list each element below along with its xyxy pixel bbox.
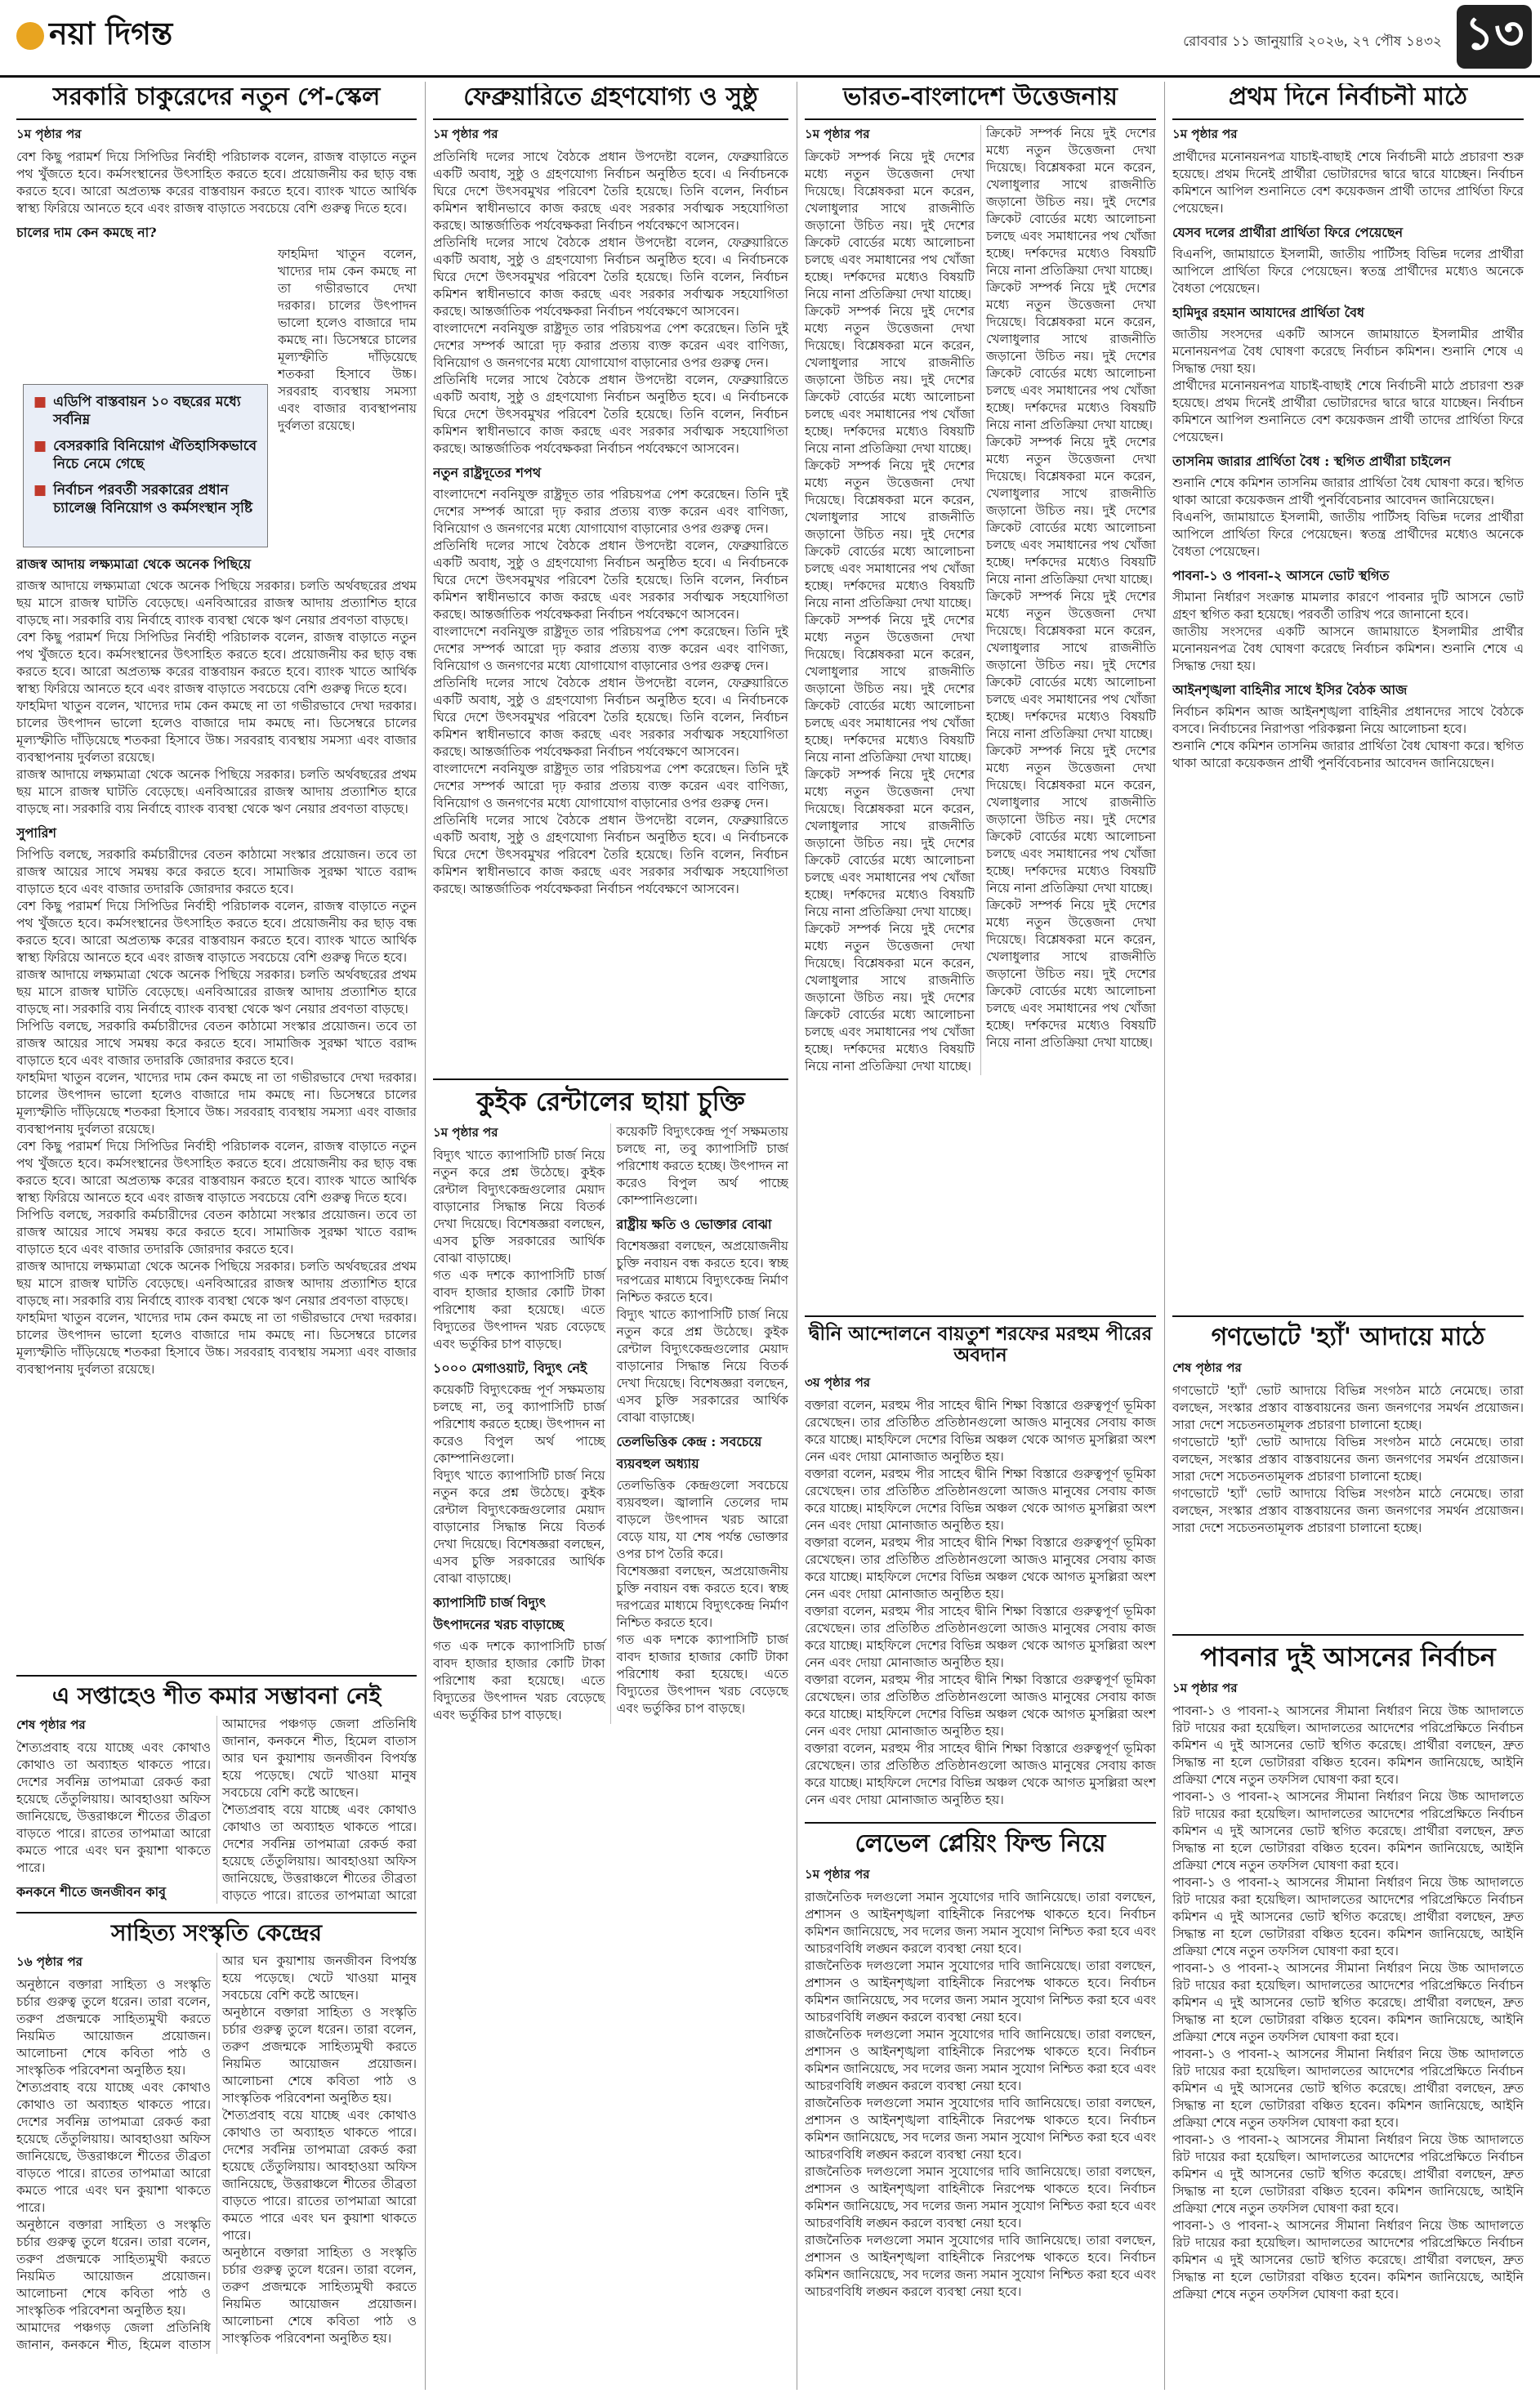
body-text: ক্রিকেট সম্পর্ক নিয়ে দুই দেশের মধ্যে নতুন উত্তেজনা দেখা দিয়েছে। বিশ্লেষকরা মনে করেন, খেলাধুলার সাথে রাজনীতি জড়ানো উচিত নয়। দুই দেশের ক্রিকেট বোর্ডের মধ্যে আলোচনা চলছে এবং সমাধানের পথ খোঁজা হচ্ছে। দর্শকদের মধ্যেও বিষয়টি নিয়ে নানা প্রতিক্রিয়া দেখা যাচ্ছে।: [986, 125, 1156, 278]
body-text: কয়েকটি বিদ্যুৎকেন্দ্র পূর্ণ সক্ষমতায় চলছে না, তবু ক্যাপাসিটি চার্জ পরিশোধ করতে হচ্ছে। উৎপাদন না করেও বিপুল অর্থ পাচ্ছে কোম্পানিগুলো।: [616, 1123, 788, 1208]
body-text: অনুষ্ঠানে বক্তারা সাহিত্য ও সংস্কৃতি চর্চার গুরুত্ব তুলে ধরেন। তারা বলেন, তরুণ প্রজন্মকে সাহিত্যমুখী করতে নিয়মিত আয়োজন প্রয়োজন। আলোচনা শেষে কবিতা পাঠ ও সাংস্কৃতিক পরিবেশনা অনুষ্ঠিত হয়।: [222, 2005, 417, 2106]
article-level-playing-field: [805, 1822, 1156, 2390]
body-text: বেশ কিছু পরামর্শ দিয়ে সিপিডির নির্বাহী পরিচালক বলেন, রাজস্ব বাড়াতে নতুন পথ খুঁজতে হবে। কর্মসংস্থানের উৎসাহিত করতে হবে। প্রয়োজনীয় কর ছাড় বন্ধ করতে হবে। আরো অপ্রত্যক্ষ করের বাস্তবায়ন করতে হবে। ব্যাংক খাতে আর্থিক স্বাস্থ্য ফিরিয়ে আনতে হবে এবং রাজস্ব বাড়াতে সবচেয়ে বেশি গুরুত্ব দিতে হবে।: [16, 898, 417, 965]
article-winter: [16, 1675, 417, 1904]
subhead: যেসব দলের প্রার্থীরা প্রার্থিতা ফিরে পেয়েছেন: [1172, 224, 1404, 240]
body-text: পাবনা-১ ও পাবনা-২ আসনের সীমানা নির্ধারণ নিয়ে উচ্চ আদালতে রিট দায়ের করা হয়েছিল। আদালতের আদেশের পরিপ্রেক্ষিতে নির্বাচন কমিশন এ দুই আসনের ভোট স্থগিত করেছে। প্রার্থীরা বলছেন, দ্রুত সিদ্ধান্ত না হলে ভোটাররা বঞ্চিত হবেন। কমিশন জানিয়েছে, আইনি প্রক্রিয়া শেষে নতুন তফসিল ঘোষণা করা হবে।: [1172, 1788, 1524, 1873]
body-text: বিদ্যুৎ খাতে ক্যাপাসিটি চার্জ নিয়ে নতুন করে প্রশ্ন উঠেছে। কুইক রেন্টাল বিদ্যুৎকেন্দ্রগুলোর মেয়াদ বাড়ানোর সিদ্ধান্ত নিয়ে বিতর্ক দেখা দিয়েছে। বিশেষজ্ঞরা বলছেন, এসব চুক্তি সরকারের আর্থিক বোঝা বাড়াচ্ছে।: [616, 1306, 788, 1425]
body-text: ক্রিকেট সম্পর্ক নিয়ে দুই দেশের মধ্যে নতুন উত্তেজনা দেখা দিয়েছে। বিশ্লেষকরা মনে করেন, খেলাধুলার সাথে রাজনীতি জড়ানো উচিত নয়। দুই দেশের ক্রিকেট বোর্ডের মধ্যে আলোচনা চলছে এবং সমাধানের পথ খোঁজা হচ্ছে। দর্শকদের মধ্যেও বিষয়টি নিয়ে নানা প্রতিক্রিয়া দেখা যাচ্ছে।: [805, 921, 975, 1074]
masthead: [0, 0, 1540, 78]
body-text: বক্তারা বলেন, মরহুম পীর সাহেব দ্বীনি শিক্ষা বিস্তারে গুরুত্বপূর্ণ ভূমিকা রেখেছেন। তার প্রতিষ্ঠিত প্রতিষ্ঠানগুলো আজও মানুষের সেবায় কাজ করে যাচ্ছে। মাহফিলে দেশের বিভিন্ন অঞ্চল থেকে আগত মুসল্লিরা অংশ নেন এবং দোয়া মোনাজাত অনুষ্ঠিত হয়।: [805, 1397, 1156, 1464]
body-text: প্রতিনিধি দলের সাথে বৈঠকে প্রধান উপদেষ্টা বলেন, ফেব্রুয়ারিতে একটি অবাধ, সুষ্ঠু ও গ্রহণযোগ্য নির্বাচন অনুষ্ঠিত হবে। এ নির্বাচনকে ঘিরে দেশে উৎসবমুখর পরিবেশ তৈরি হয়েছে। তিনি বলেন, নির্বাচন কমিশন স্বাধীনভাবে কাজ করছে এবং সরকার সর্বাত্মক সহযোগিতা করছে। আন্তর্জাতিক পর্যবেক্ষকরা নির্বাচন পর্যবেক্ষণে আসবেন।: [433, 538, 788, 622]
subhead: পাবনা-১ ও পাবনা-২ আসনে ভোট স্থগিত: [1172, 567, 1390, 583]
bullet-icon: ■: [33, 394, 47, 410]
body-text: বক্তারা বলেন, মরহুম পীর সাহেব দ্বীনি শিক্ষা বিস্তারে গুরুত্বপূর্ণ ভূমিকা রেখেছেন। তার প্রতিষ্ঠিত প্রতিষ্ঠানগুলো আজও মানুষের সেবায় কাজ করে যাচ্ছে। মাহফিলে দেশের বিভিন্ন অঞ্চল থেকে আগত মুসল্লিরা অংশ নেন এবং দোয়া মোনাজাত অনুষ্ঠিত হয়।: [805, 1466, 1156, 1533]
article-body-wrap: [16, 118, 417, 1378]
body-text: ক্রিকেট সম্পর্ক নিয়ে দুই দেশের মধ্যে নতুন উত্তেজনা দেখা দিয়েছে। বিশ্লেষকরা মনে করেন, খেলাধুলার সাথে রাজনীতি জড়ানো উচিত নয়। দুই দেশের ক্রিকেট বোর্ডের মধ্যে আলোচনা চলছে এবং সমাধানের পথ খোঁজা হচ্ছে। দর্শকদের মধ্যেও বিষয়টি নিয়ে নানা প্রতিক্রিয়া দেখা যাচ্ছে।: [805, 303, 975, 456]
headline[interactable]: ভারত-বাংলাদেশ উত্তেজনায়: [843, 83, 1118, 111]
body-text: গত এক দশকে ক্যাপাসিটি চার্জ বাবদ হাজার হাজার কোটি টাকা পরিশোধ করা হয়েছে। এতে বিদ্যুতের উৎপাদন খরচ বেড়েছে এবং ভর্তুকির চাপ বাড়ছে।: [616, 1632, 788, 1716]
highlight-item: [33, 393, 257, 429]
body-text: পাবনা-১ ও পাবনা-২ আসনের সীমানা নির্ধারণ নিয়ে উচ্চ আদালতে রিট দায়ের করা হয়েছিল। আদালতের আদেশের পরিপ্রেক্ষিতে নির্বাচন কমিশন এ দুই আসনের ভোট স্থগিত করেছে। প্রার্থীরা বলছেন, দ্রুত সিদ্ধান্ত না হলে ভোটাররা বঞ্চিত হবেন। কমিশন জানিয়েছে, আইনি প্রক্রিয়া শেষে নতুন তফসিল ঘোষণা করা হবে।: [1172, 1874, 1524, 1958]
body-text: ক্রিকেট সম্পর্ক নিয়ে দুই দেশের মধ্যে নতুন উত্তেজনা দেখা দিয়েছে। বিশ্লেষকরা মনে করেন, খেলাধুলার সাথে রাজনীতি জড়ানো উচিত নয়। দুই দেশের ক্রিকেট বোর্ডের মধ্যে আলোচনা চলছে এবং সমাধানের পথ খোঁজা হচ্ছে। দর্শকদের মধ্যেও বিষয়টি নিয়ে নানা প্রতিক্রিয়া দেখা যাচ্ছে।: [805, 458, 975, 610]
body-text: গণভোটে 'হ্যাঁ' ভোট আদায়ে বিভিন্ন সংগঠন মাঠে নেমেছে। তারা বলছেন, সংস্কার প্রস্তাব বাস্তবায়নের জন্য জনগণের সমর্থন প্রয়োজন। সারা দেশে সচেতনতামূলক প্রচারণা চালানো হচ্ছে।: [1172, 1382, 1524, 1432]
subhead: আইনশৃঙ্খলা বাহিনীর সাথে ইসির বৈঠক আজ: [1172, 681, 1408, 698]
body-text: প্রতিনিধি দলের সাথে বৈঠকে প্রধান উপদেষ্টা বলেন, ফেব্রুয়ারিতে একটি অবাধ, সুষ্ঠু ও গ্রহণযোগ্য নির্বাচন অনুষ্ঠিত হবে। এ নির্বাচনকে ঘিরে দেশে উৎসবমুখর পরিবেশ তৈরি হয়েছে। তিনি বলেন, নির্বাচন কমিশন স্বাধীনভাবে কাজ করছে এবং সরকার সর্বাত্মক সহযোগিতা করছে। আন্তর্জাতিক পর্যবেক্ষকরা নির্বাচন পর্যবেক্ষণে আসবেন।: [433, 234, 788, 319]
logo-text: নয়া দিগন্ত: [49, 15, 173, 51]
subhead: তেলভিত্তিক কেন্দ্র : সবচেয়ে ব্যয়বহুল অধ্যায়: [616, 1433, 762, 1471]
article-pay-scale: [16, 83, 417, 1668]
article-referendum-yes: [1172, 1315, 1524, 1626]
body-text: বিদ্যুৎ খাতে ক্যাপাসিটি চার্জ নিয়ে নতুন করে প্রশ্ন উঠেছে। কুইক রেন্টাল বিদ্যুৎকেন্দ্রগুলোর মেয়াদ বাড়ানোর সিদ্ধান্ত নিয়ে বিতর্ক দেখা দিয়েছে। বিশেষজ্ঞরা বলছেন, এসব চুক্তি সরকারের আর্থিক বোঝা বাড়াচ্ছে।: [433, 1467, 605, 1586]
body-text: অনুষ্ঠানে বক্তারা সাহিত্য ও সংস্কৃতি চর্চার গুরুত্ব তুলে ধরেন। তারা বলেন, তরুণ প্রজন্মকে সাহিত্যমুখী করতে নিয়মিত আয়োজন প্রয়োজন। আলোচনা শেষে কবিতা পাঠ ও সাংস্কৃতিক পরিবেশনা অনুষ্ঠিত হয়।: [16, 2217, 211, 2319]
article-columns: [433, 1123, 788, 1724]
newspaper-logo[interactable]: [16, 11, 172, 60]
subhead: নতুন রাষ্ট্রদূতের শপথ: [433, 464, 542, 480]
subhead: তাসনিম জারার প্রার্থিতা বৈধ : স্থগিত প্রার্থীরা চাইলেন: [1172, 453, 1451, 469]
body-text: আমাদের পঞ্চগড় জেলা প্রতিনিধি জানান, কনকনে শীত, হিমেল বাতাস আর ঘন কুয়াশায় জনজীবন বিপর্যস্ত হয়ে পড়েছে। খেটে খাওয়া মানুষ সবচেয়ে বেশি কষ্টে আছেন।: [222, 1717, 417, 1801]
kicker: শেষ পৃষ্ঠার পর: [16, 1717, 86, 1733]
body-text: অনুষ্ঠানে বক্তারা সাহিত্য ও সংস্কৃতি চর্চার গুরুত্ব তুলে ধরেন। তারা বলেন, তরুণ প্রজন্মকে সাহিত্যমুখী করতে নিয়মিত আয়োজন প্রয়োজন। আলোচনা শেষে কবিতা পাঠ ও সাংস্কৃতিক পরিবেশনা অনুষ্ঠিত হয়।: [16, 1977, 211, 2079]
body-text: ফাহমিদা খাতুন বলেন, খাদ্যের দাম কেন কমছে না তা গভীরভাবে দেখা দরকার। চালের উৎপাদন ভালো হলেও বাজারে দাম কমছে না। ডিসেম্বরে চালের মূল্যস্ফীতি দাঁড়িয়েছে শতকরা হিসাবে উচ্চ। সরবরাহ ব্যবস্থায় সমস্যা এবং বাজার ব্যবস্থাপনায় দুর্বলতা রয়েছে।: [16, 1310, 417, 1377]
article-body-wrap: [433, 118, 788, 898]
headline[interactable]: ফেব্রুয়ারিতে গ্রহণযোগ্য ও সুষ্ঠু: [463, 83, 758, 111]
article-culture: [16, 1912, 417, 2390]
body-text: শৈত্যপ্রবাহ বয়ে যাচ্ছে এবং কোথাও কোথাও তা অব্যাহত থাকতে পারে। দেশের সর্বনিম্ন তাপমাত্রা রেকর্ড করা হয়েছে তেঁতুলিয়ায়। আবহাওয়া অফিস জানিয়েছে, উত্তরাঞ্চলে শীতের তীব্রতা বাড়তে পারে। রাতের তাপমাত্রা আরো কমতে পারে এবং ঘন কুয়াশা থাকতে পারে।: [16, 1740, 211, 1876]
body-text: ক্রিকেট সম্পর্ক নিয়ে দুই দেশের মধ্যে নতুন উত্তেজনা দেখা দিয়েছে। বিশ্লেষকরা মনে করেন, খেলাধুলার সাথে রাজনীতি জড়ানো উচিত নয়। দুই দেশের ক্রিকেট বোর্ডের মধ্যে আলোচনা চলছে এবং সমাধানের পথ খোঁজা হচ্ছে। দর্শকদের মধ্যেও বিষয়টি নিয়ে নানা প্রতিক্রিয়া দেখা যাচ্ছে।: [986, 897, 1156, 1050]
body-text: সীমানা নির্ধারণ সংক্রান্ত মামলার কারণে পাবনার দুটি আসনে ভোট গ্রহণ স্থগিত করা হয়েছে। পরবর্তী তারিখ পরে জানানো হবে।: [1172, 589, 1524, 622]
body-text: প্রতিনিধি দলের সাথে বৈঠকে প্রধান উপদেষ্টা বলেন, ফেব্রুয়ারিতে একটি অবাধ, সুষ্ঠু ও গ্রহণযোগ্য নির্বাচন অনুষ্ঠিত হবে। এ নির্বাচনকে ঘিরে দেশে উৎসবমুখর পরিবেশ তৈরি হয়েছে। তিনি বলেন, নির্বাচন কমিশন স্বাধীনভাবে কাজ করছে এবং সরকার সর্বাত্মক সহযোগিতা করছে। আন্তর্জাতিক পর্যবেক্ষকরা নির্বাচন পর্যবেক্ষণে আসবেন।: [433, 372, 788, 456]
article-pabna: [1172, 1634, 1524, 2390]
body-text: প্রার্থীদের মনোনয়নপত্র যাচাই-বাছাই শেষে নির্বাচনী মাঠে প্রচারণা শুরু হয়েছে। প্রথম দিনেই প্রার্থীরা ভোটারদের দ্বারে দ্বারে যাচ্ছেন। নির্বাচন কমিশনে আপিল শুনানিতে বেশ কয়েকজন প্রার্থী তাদের প্রার্থিতা ফিরে পেয়েছেন।: [1172, 377, 1524, 444]
kicker: ১৬ পৃষ্ঠার পর: [16, 1954, 83, 1970]
body-text: বিশেষজ্ঞরা বলছেন, অপ্রয়োজনীয় চুক্তি নবায়ন বন্ধ করতে হবে। স্বচ্ছ দরপত্রের মাধ্যমে বিদ্যুৎকেন্দ্র নির্মাণ নিশ্চিত করতে হবে।: [616, 1563, 788, 1630]
body-text: রাজনৈতিক দলগুলো সমান সুযোগের দাবি জানিয়েছে। তারা বলছেন, প্রশাসন ও আইনশৃঙ্খলা বাহিনীকে নিরপেক্ষ থাকতে হবে। নির্বাচন কমিশন জানিয়েছে, সব দলের জন্য সমান সুযোগ নিশ্চিত করা হবে এবং আচরণবিধি লঙ্ঘন করলে ব্যবস্থা নেয়া হবে।: [805, 2095, 1156, 2162]
subhead: ১০০০ মেগাওয়াট, বিদ্যুৎ নেই: [433, 1360, 587, 1376]
body-text: প্রার্থীদের মনোনয়নপত্র যাচাই-বাছাই শেষে নির্বাচনী মাঠে প্রচারণা শুরু হয়েছে। প্রথম দিনেই প্রার্থীরা ভোটারদের দ্বারে দ্বারে যাচ্ছেন। নির্বাচন কমিশনে আপিল শুনানিতে বেশ কয়েকজন প্রার্থী তাদের প্রার্থিতা ফিরে পেয়েছেন।: [1172, 149, 1524, 216]
kicker: ১ম পৃষ্ঠার পর: [805, 1866, 870, 1882]
body-text: কয়েকটি বিদ্যুৎকেন্দ্র পূর্ণ সক্ষমতায় চলছে না, তবু ক্যাপাসিটি চার্জ পরিশোধ করতে হচ্ছে। উৎপাদন না করেও বিপুল অর্থ পাচ্ছে কোম্পানিগুলো।: [433, 1382, 605, 1466]
subhead: চালের দাম কেন কমছে না?: [16, 224, 157, 240]
body-text: অনুষ্ঠানে বক্তারা সাহিত্য ও সংস্কৃতি চর্চার গুরুত্ব তুলে ধরেন। তারা বলেন, তরুণ প্রজন্মকে সাহিত্যমুখী করতে নিয়মিত আয়োজন প্রয়োজন। আলোচনা শেষে কবিতা পাঠ ও সাংস্কৃতিক পরিবেশনা অনুষ্ঠিত হয়।: [222, 2245, 417, 2347]
column-separator: [425, 82, 426, 2390]
kicker: শেষ পৃষ্ঠার পর: [1172, 1360, 1242, 1375]
article-columns: [16, 1716, 417, 1904]
body-text: জাতীয় সংসদের একটি আসনে জামায়াতে ইসলামীর প্রার্থীর মনোনয়নপত্র বৈধ ঘোষণা করেছে নির্বাচন কমিশন। শুনানি শেষে এ সিদ্ধান্ত দেয়া হয়।: [1172, 623, 1524, 673]
body-text: জাতীয় সংসদের একটি আসনে জামায়াতে ইসলামীর প্রার্থীর মনোনয়নপত্র বৈধ ঘোষণা করেছে নির্বাচন কমিশন। শুনানি শেষে এ সিদ্ধান্ত দেয়া হয়।: [1172, 326, 1524, 376]
body-text: প্রতিনিধি দলের সাথে বৈঠকে প্রধান উপদেষ্টা বলেন, ফেব্রুয়ারিতে একটি অবাধ, সুষ্ঠু ও গ্রহণযোগ্য নির্বাচন অনুষ্ঠিত হবে। এ নির্বাচনকে ঘিরে দেশে উৎসবমুখর পরিবেশ তৈরি হয়েছে। তিনি বলেন, নির্বাচন কমিশন স্বাধীনভাবে কাজ করছে এবং সরকার সর্বাত্মক সহযোগিতা করছে। আন্তর্জাতিক পর্যবেক্ষকরা নির্বাচন পর্যবেক্ষণে আসবেন।: [433, 812, 788, 896]
body-text: গণভোটে 'হ্যাঁ' ভোট আদায়ে বিভিন্ন সংগঠন মাঠে নেমেছে। তারা বলছেন, সংস্কার প্রস্তাব বাস্তবায়নের জন্য জনগণের সমর্থন প্রয়োজন। সারা দেশে সচেতনতামূলক প্রচারণা চালানো হচ্ছে।: [1172, 1485, 1524, 1535]
body-text: বাংলাদেশে নবনিযুক্ত রাষ্ট্রদূত তার পরিচয়পত্র পেশ করেছেন। তিনি দুই দেশের সম্পর্ক আরো দৃঢ় করার প্রত্যয় ব্যক্ত করেন এবং বাণিজ্য, বিনিয়োগ ও জনগণের মধ্যে যোগাযোগ বাড়ানোর ওপর গুরুত্ব দেন।: [433, 320, 788, 370]
highlight-text: বেসরকারি বিনিয়োগ ঐতিহাসিকভাবে নিচে নেমে গেছে: [53, 438, 257, 472]
body-text: রাজস্ব আদায়ে লক্ষ্যমাত্রা থেকে অনেক পিছিয়ে সরকার। চলতি অর্থবছরের প্রথম ছয় মাসে রাজস্ব ঘাটতি বেড়েছে। এনবিআরের রাজস্ব আদায় প্রত্যাশিত হারে বাড়ছে না। সরকারি ব্যয় নির্বাহে ব্যাংক ব্যবস্থা থেকে ঋণ নেয়ার প্রবণতা বাড়ছে।: [16, 967, 417, 1016]
body-text: বক্তারা বলেন, মরহুম পীর সাহেব দ্বীনি শিক্ষা বিস্তারে গুরুত্বপূর্ণ ভূমিকা রেখেছেন। তার প্রতিষ্ঠিত প্রতিষ্ঠানগুলো আজও মানুষের সেবায় কাজ করে যাচ্ছে। মাহফিলে দেশের বিভিন্ন অঞ্চল থেকে আগত মুসল্লিরা অংশ নেন এবং দোয়া মোনাজাত অনুষ্ঠিত হয়।: [805, 1603, 1156, 1670]
article-quick-rental: [433, 1078, 788, 2390]
body-text: বক্তারা বলেন, মরহুম পীর সাহেব দ্বীনি শিক্ষা বিস্তারে গুরুত্বপূর্ণ ভূমিকা রেখেছেন। তার প্রতিষ্ঠিত প্রতিষ্ঠানগুলো আজও মানুষের সেবায় কাজ করে যাচ্ছে। মাহফিলে দেশের বিভিন্ন অঞ্চল থেকে আগত মুসল্লিরা অংশ নেন এবং দোয়া মোনাজাত অনুষ্ঠিত হয়।: [805, 1672, 1156, 1739]
body-text: বিদ্যুৎ খাতে ক্যাপাসিটি চার্জ নিয়ে নতুন করে প্রশ্ন উঠেছে। কুইক রেন্টাল বিদ্যুৎকেন্দ্রগুলোর মেয়াদ বাড়ানোর সিদ্ধান্ত নিয়ে বিতর্ক দেখা দিয়েছে। বিশেষজ্ঞরা বলছেন, এসব চুক্তি সরকারের আর্থিক বোঝা বাড়াচ্ছে।: [433, 1147, 605, 1266]
bullet-icon: ■: [33, 438, 47, 454]
body-text: পাবনা-১ ও পাবনা-২ আসনের সীমানা নির্ধারণ নিয়ে উচ্চ আদালতে রিট দায়ের করা হয়েছিল। আদালতের আদেশের পরিপ্রেক্ষিতে নির্বাচন কমিশন এ দুই আসনের ভোট স্থগিত করেছে। প্রার্থীরা বলছেন, দ্রুত সিদ্ধান্ত না হলে ভোটাররা বঞ্চিত হবেন। কমিশন জানিয়েছে, আইনি প্রক্রিয়া শেষে নতুন তফসিল ঘোষণা করা হবে।: [1172, 2217, 1524, 2302]
article-oath: [433, 83, 788, 1072]
headline[interactable]: সাহিত্য সংস্কৃতি কেন্দ্রের: [16, 1912, 417, 1946]
headline[interactable]: প্রথম দিনে নির্বাচনী মাঠে: [1228, 83, 1468, 111]
highlights-box: [23, 384, 268, 547]
subhead: রাজস্ব আদায় লক্ষ্যমাত্রা থেকে অনেক পিছিয়ে: [16, 556, 251, 572]
body-text: সিপিডি বলছে, সরকারি কর্মচারীদের বেতন কাঠামো সংস্কার প্রয়োজন। তবে তা রাজস্ব আয়ের সাথে সমন্বয় করে করতে হবে। সামাজিক সুরক্ষা খাতে বরাদ্দ বাড়াতে হবে এবং বাজার তদারকি জোরদার করতে হবে।: [16, 1018, 417, 1068]
body-text: ফাহমিদা খাতুন বলেন, খাদ্যের দাম কেন কমছে না তা গভীরভাবে দেখা দরকার। চালের উৎপাদন ভালো হলেও বাজারে দাম কমছে না। ডিসেম্বরে চালের মূল্যস্ফীতি দাঁড়িয়েছে শতকরা হিসাবে উচ্চ। সরবরাহ ব্যবস্থায় সমস্যা এবং বাজার ব্যবস্থাপনায় দুর্বলতা রয়েছে।: [16, 1069, 417, 1136]
body-text: রাজস্ব আদায়ে লক্ষ্যমাত্রা থেকে অনেক পিছিয়ে সরকার। চলতি অর্থবছরের প্রথম ছয় মাসে রাজস্ব ঘাটতি বেড়েছে। এনবিআরের রাজস্ব আদায় প্রত্যাশিত হারে বাড়ছে না। সরকারি ব্যয় নির্বাহে ব্যাংক ব্যবস্থা থেকে ঋণ নেয়ার প্রবণতা বাড়ছে।: [16, 766, 417, 816]
body-text: রাজস্ব আদায়ে লক্ষ্যমাত্রা থেকে অনেক পিছিয়ে সরকার। চলতি অর্থবছরের প্রথম ছয় মাসে রাজস্ব ঘাটতি বেড়েছে। এনবিআরের রাজস্ব আদায় প্রত্যাশিত হারে বাড়ছে না। সরকারি ব্যয় নির্বাহে ব্যাংক ব্যবস্থা থেকে ঋণ নেয়ার প্রবণতা বাড়ছে।: [16, 578, 417, 627]
page-number: ১৩: [1457, 5, 1532, 69]
headline[interactable]: পাবনার দুই আসনের নির্বাচন: [1172, 1634, 1524, 1672]
sun-logo-icon: [16, 22, 44, 50]
body-text: ক্রিকেট সম্পর্ক নিয়ে দুই দেশের মধ্যে নতুন উত্তেজনা দেখা দিয়েছে। বিশ্লেষকরা মনে করেন, খেলাধুলার সাথে রাজনীতি জড়ানো উচিত নয়। দুই দেশের ক্রিকেট বোর্ডের মধ্যে আলোচনা চলছে এবং সমাধানের পথ খোঁজা হচ্ছে। দর্শকদের মধ্যেও বিষয়টি নিয়ে নানা প্রতিক্রিয়া দেখা যাচ্ছে।: [986, 743, 1156, 895]
headline[interactable]: গণভোটে 'হ্যাঁ' আদায়ে মাঠে: [1172, 1315, 1524, 1352]
body-text: গত এক দশকে ক্যাপাসিটি চার্জ বাবদ হাজার হাজার কোটি টাকা পরিশোধ করা হয়েছে। এতে বিদ্যুতের উৎপাদন খরচ বেড়েছে এবং ভর্তুকির চাপ বাড়ছে।: [433, 1267, 605, 1351]
body-text: সিপিডি বলছে, সরকারি কর্মচারীদের বেতন কাঠামো সংস্কার প্রয়োজন। তবে তা রাজস্ব আয়ের সাথে সমন্বয় করে করতে হবে। সামাজিক সুরক্ষা খাতে বরাদ্দ বাড়াতে হবে এবং বাজার তদারকি জোরদার করতে হবে।: [16, 1207, 417, 1257]
kicker: ১ম পৃষ্ঠার পর: [805, 126, 870, 141]
body-text: বিশেষজ্ঞরা বলছেন, অপ্রয়োজনীয় চুক্তি নবায়ন বন্ধ করতে হবে। স্বচ্ছ দরপত্রের মাধ্যমে বিদ্যুৎকেন্দ্র নির্মাণ নিশ্চিত করতে হবে।: [616, 1238, 788, 1305]
body-text: বক্তারা বলেন, মরহুম পীর সাহেব দ্বীনি শিক্ষা বিস্তারে গুরুত্বপূর্ণ ভূমিকা রেখেছেন। তার প্রতিষ্ঠিত প্রতিষ্ঠানগুলো আজও মানুষের সেবায় কাজ করে যাচ্ছে। মাহফিলে দেশের বিভিন্ন অঞ্চল থেকে আগত মুসল্লিরা অংশ নেন এবং দোয়া মোনাজাত অনুষ্ঠিত হয়।: [805, 1534, 1156, 1601]
body-text: রাজনৈতিক দলগুলো সমান সুযোগের দাবি জানিয়েছে। তারা বলছেন, প্রশাসন ও আইনশৃঙ্খলা বাহিনীকে নিরপেক্ষ থাকতে হবে। নির্বাচন কমিশন জানিয়েছে, সব দলের জন্য সমান সুযোগ নিশ্চিত করা হবে এবং আচরণবিধি লঙ্ঘন করলে ব্যবস্থা নেয়া হবে।: [805, 2164, 1156, 2231]
highlight-item: [33, 437, 257, 473]
kicker: ১ম পৃষ্ঠার পর: [1172, 1680, 1238, 1695]
article-first-day: [1172, 83, 1524, 1309]
kicker: ১ম পৃষ্ঠার পর: [433, 1124, 498, 1140]
body-text: বাংলাদেশে নবনিযুক্ত রাষ্ট্রদূত তার পরিচয়পত্র পেশ করেছেন। তিনি দুই দেশের সম্পর্ক আরো দৃঢ় করার প্রত্যয় ব্যক্ত করেন এবং বাণিজ্য, বিনিয়োগ ও জনগণের মধ্যে যোগাযোগ বাড়ানোর ওপর গুরুত্ব দেন।: [433, 623, 788, 673]
kicker: ৩য় পৃষ্ঠার পর: [805, 1374, 871, 1390]
headline[interactable]: দ্বীনি আন্দোলনে বায়তুশ শরফের মরহুম পীরের অবদান: [805, 1315, 1156, 1367]
subhead: ক্যাপাসিটি চার্জ বিদ্যুৎ উৎপাদনের খরচ বাড়াচ্ছে: [433, 1594, 564, 1632]
body-text: রাজনৈতিক দলগুলো সমান সুযোগের দাবি জানিয়েছে। তারা বলছেন, প্রশাসন ও আইনশৃঙ্খলা বাহিনীকে নিরপেক্ষ থাকতে হবে। নির্বাচন কমিশন জানিয়েছে, সব দলের জন্য সমান সুযোগ নিশ্চিত করা হবে এবং আচরণবিধি লঙ্ঘন করলে ব্যবস্থা নেয়া হবে।: [805, 1958, 1156, 2025]
body-text: বেশ কিছু পরামর্শ দিয়ে সিপিডির নির্বাহী পরিচালক বলেন, রাজস্ব বাড়াতে নতুন পথ খুঁজতে হবে। কর্মসংস্থানের উৎসাহিত করতে হবে। প্রয়োজনীয় কর ছাড় বন্ধ করতে হবে। আরো অপ্রত্যক্ষ করের বাস্তবায়ন করতে হবে। ব্যাংক খাতে আর্থিক স্বাস্থ্য ফিরিয়ে আনতে হবে এবং রাজস্ব বাড়াতে সবচেয়ে বেশি গুরুত্ব দিতে হবে।: [16, 1138, 417, 1205]
subhead: কনকনে শীতে জনজীবন কাবু: [16, 1884, 167, 1900]
body-text: রাজস্ব আদায়ে লক্ষ্যমাত্রা থেকে অনেক পিছিয়ে সরকার। চলতি অর্থবছরের প্রথম ছয় মাসে রাজস্ব ঘাটতি বেড়েছে। এনবিআরের রাজস্ব আদায় প্রত্যাশিত হারে বাড়ছে না। সরকারি ব্যয় নির্বাহে ব্যাংক ব্যবস্থা থেকে ঋণ নেয়ার প্রবণতা বাড়ছে।: [16, 1258, 417, 1308]
body-text: রাজনৈতিক দলগুলো সমান সুযোগের দাবি জানিয়েছে। তারা বলছেন, প্রশাসন ও আইনশৃঙ্খলা বাহিনীকে নিরপেক্ষ থাকতে হবে। নির্বাচন কমিশন জানিয়েছে, সব দলের জন্য সমান সুযোগ নিশ্চিত করা হবে এবং আচরণবিধি লঙ্ঘন করলে ব্যবস্থা নেয়া হবে।: [805, 2026, 1156, 2093]
subhead: রাষ্ট্রীয় ক্ষতি ও ভোক্তার বোঝা: [616, 1216, 772, 1232]
body-text: ক্রিকেট সম্পর্ক নিয়ে দুই দেশের মধ্যে নতুন উত্তেজনা দেখা দিয়েছে। বিশ্লেষকরা মনে করেন, খেলাধুলার সাথে রাজনীতি জড়ানো উচিত নয়। দুই দেশের ক্রিকেট বোর্ডের মধ্যে আলোচনা চলছে এবং সমাধানের পথ খোঁজা হচ্ছে। দর্শকদের মধ্যেও বিষয়টি নিয়ে নানা প্রতিক্রিয়া দেখা যাচ্ছে।: [805, 149, 975, 301]
body-text: পাবনা-১ ও পাবনা-২ আসনের সীমানা নির্ধারণ নিয়ে উচ্চ আদালতে রিট দায়ের করা হয়েছিল। আদালতের আদেশের পরিপ্রেক্ষিতে নির্বাচন কমিশন এ দুই আসনের ভোট স্থগিত করেছে। প্রার্থীরা বলছেন, দ্রুত সিদ্ধান্ত না হলে ভোটাররা বঞ্চিত হবেন। কমিশন জানিয়েছে, আইনি প্রক্রিয়া শেষে নতুন তফসিল ঘোষণা করা হবে।: [1172, 1703, 1524, 1787]
dateline: রোববার ১১ জানুয়ারি ২০২৬, ২৭ পৌষ ১৪৩২: [1183, 33, 1442, 50]
body-text: শৈত্যপ্রবাহ বয়ে যাচ্ছে এবং কোথাও কোথাও তা অব্যাহত থাকতে পারে। দেশের সর্বনিম্ন তাপমাত্রা রেকর্ড করা হয়েছে তেঁতুলিয়ায়। আবহাওয়া অফিস জানিয়েছে, উত্তরাঞ্চলে শীতের তীব্রতা বাড়তে পারে। রাতের তাপমাত্রা আরো কমতে পারে এবং ঘন কুয়াশা থাকতে পারে।: [16, 2080, 211, 2216]
body-text: শুনানি শেষে কমিশন তাসনিম জারার প্রার্থিতা বৈধ ঘোষণা করে। স্থগিত থাকা আরো কয়েকজন প্রার্থী পুনর্বিবেচনার আবেদন জানিয়েছেন।: [1172, 475, 1524, 507]
article-columns: [805, 118, 1156, 1075]
body-text: ক্রিকেট সম্পর্ক নিয়ে দুই দেশের মধ্যে নতুন উত্তেজনা দেখা দিয়েছে। বিশ্লেষকরা মনে করেন, খেলাধুলার সাথে রাজনীতি জড়ানো উচিত নয়। দুই দেশের ক্রিকেট বোর্ডের মধ্যে আলোচনা চলছে এবং সমাধানের পথ খোঁজা হচ্ছে। দর্শকদের মধ্যেও বিষয়টি নিয়ে নানা প্রতিক্রিয়া দেখা যাচ্ছে।: [986, 588, 1156, 741]
body-text: প্রতিনিধি দলের সাথে বৈঠকে প্রধান উপদেষ্টা বলেন, ফেব্রুয়ারিতে একটি অবাধ, সুষ্ঠু ও গ্রহণযোগ্য নির্বাচন অনুষ্ঠিত হবে। এ নির্বাচনকে ঘিরে দেশে উৎসবমুখর পরিবেশ তৈরি হয়েছে। তিনি বলেন, নির্বাচন কমিশন স্বাধীনভাবে কাজ করছে এবং সরকার সর্বাত্মক সহযোগিতা করছে। আন্তর্জাতিক পর্যবেক্ষকরা নির্বাচন পর্যবেক্ষণে আসবেন।: [433, 675, 788, 759]
text-beside-box: [278, 246, 417, 435]
body-text: প্রতিনিধি দলের সাথে বৈঠকে প্রধান উপদেষ্টা বলেন, ফেব্রুয়ারিতে একটি অবাধ, সুষ্ঠু ও গ্রহণযোগ্য নির্বাচন অনুষ্ঠিত হবে। এ নির্বাচনকে ঘিরে দেশে উৎসবমুখর পরিবেশ তৈরি হয়েছে। তিনি বলেন, নির্বাচন কমিশন স্বাধীনভাবে কাজ করছে এবং সরকার সর্বাত্মক সহযোগিতা করছে। আন্তর্জাতিক পর্যবেক্ষকরা নির্বাচন পর্যবেক্ষণে আসবেন।: [433, 149, 788, 233]
kicker: ১ম পৃষ্ঠার পর: [1172, 126, 1238, 141]
body-text: রাজনৈতিক দলগুলো সমান সুযোগের দাবি জানিয়েছে। তারা বলছেন, প্রশাসন ও আইনশৃঙ্খলা বাহিনীকে নিরপেক্ষ থাকতে হবে। নির্বাচন কমিশন জানিয়েছে, সব দলের জন্য সমান সুযোগ নিশ্চিত করা হবে এবং আচরণবিধি লঙ্ঘন করলে ব্যবস্থা নেয়া হবে।: [805, 1889, 1156, 1956]
body-text: বিএনপি, জামায়াতে ইসলামী, জাতীয় পার্টিসহ বিভিন্ন দলের প্রার্থীরা আপিলে প্রার্থিতা ফিরে পেয়েছেন। স্বতন্ত্র প্রার্থীদের মধ্যেও অনেকে বৈধতা পেয়েছেন।: [1172, 509, 1524, 559]
body-text: বিএনপি, জামায়াতে ইসলামী, জাতীয় পার্টিসহ বিভিন্ন দলের প্রার্থীরা আপিলে প্রার্থিতা ফিরে পেয়েছেন। স্বতন্ত্র প্রার্থীদের মধ্যেও অনেকে বৈধতা পেয়েছেন।: [1172, 246, 1524, 296]
body-text: ক্রিকেট সম্পর্ক নিয়ে দুই দেশের মধ্যে নতুন উত্তেজনা দেখা দিয়েছে। বিশ্লেষকরা মনে করেন, খেলাধুলার সাথে রাজনীতি জড়ানো উচিত নয়। দুই দেশের ক্রিকেট বোর্ডের মধ্যে আলোচনা চলছে এবং সমাধানের পথ খোঁজা হচ্ছে। দর্শকদের মধ্যেও বিষয়টি নিয়ে নানা প্রতিক্রিয়া দেখা যাচ্ছে।: [805, 766, 975, 919]
body-text: সিপিডি বলছে, সরকারি কর্মচারীদের বেতন কাঠামো সংস্কার প্রয়োজন। তবে তা রাজস্ব আয়ের সাথে সমন্বয় করে করতে হবে। সামাজিক সুরক্ষা খাতে বরাদ্দ বাড়াতে হবে এবং বাজার তদারকি জোরদার করতে হবে।: [16, 846, 417, 896]
body-text: পাবনা-১ ও পাবনা-২ আসনের সীমানা নির্ধারণ নিয়ে উচ্চ আদালতে রিট দায়ের করা হয়েছিল। আদালতের আদেশের পরিপ্রেক্ষিতে নির্বাচন কমিশন এ দুই আসনের ভোট স্থগিত করেছে। প্রার্থীরা বলছেন, দ্রুত সিদ্ধান্ত না হলে ভোটাররা বঞ্চিত হবেন। কমিশন জানিয়েছে, আইনি প্রক্রিয়া শেষে নতুন তফসিল ঘোষণা করা হবে।: [1172, 2046, 1524, 2130]
body-text: পাবনা-১ ও পাবনা-২ আসনের সীমানা নির্ধারণ নিয়ে উচ্চ আদালতে রিট দায়ের করা হয়েছিল। আদালতের আদেশের পরিপ্রেক্ষিতে নির্বাচন কমিশন এ দুই আসনের ভোট স্থগিত করেছে। প্রার্থীরা বলছেন, দ্রুত সিদ্ধান্ত না হলে ভোটাররা বঞ্চিত হবেন। কমিশন জানিয়েছে, আইনি প্রক্রিয়া শেষে নতুন তফসিল ঘোষণা করা হবে।: [1172, 2132, 1524, 2216]
body-text: বাংলাদেশে নবনিযুক্ত রাষ্ট্রদূত তার পরিচয়পত্র পেশ করেছেন। তিনি দুই দেশের সম্পর্ক আরো দৃঢ় করার প্রত্যয় ব্যক্ত করেন এবং বাণিজ্য, বিনিয়োগ ও জনগণের মধ্যে যোগাযোগ বাড়ানোর ওপর গুরুত্ব দেন।: [433, 486, 788, 536]
body-text: বেশ কিছু পরামর্শ দিয়ে সিপিডির নির্বাহী পরিচালক বলেন, রাজস্ব বাড়াতে নতুন পথ খুঁজতে হবে। কর্মসংস্থানের উৎসাহিত করতে হবে। প্রয়োজনীয় কর ছাড় বন্ধ করতে হবে। আরো অপ্রত্যক্ষ করের বাস্তবায়ন করতে হবে। ব্যাংক খাতে আর্থিক স্বাস্থ্য ফিরিয়ে আনতে হবে এবং রাজস্ব বাড়াতে সবচেয়ে বেশি গুরুত্ব দিতে হবে।: [16, 149, 417, 216]
highlight-text: নির্বাচন পরবর্তী সরকারের প্রধান চ্যালেঞ্জ বিনিয়োগ ও কর্মসংস্থান সৃষ্টি: [53, 482, 253, 516]
subhead: সুপারিশ: [16, 824, 56, 841]
headline[interactable]: এ সপ্তাহেও শীত কমার সম্ভাবনা নেই: [16, 1675, 417, 1709]
body-text: ক্রিকেট সম্পর্ক নিয়ে দুই দেশের মধ্যে নতুন উত্তেজনা দেখা দিয়েছে। বিশ্লেষকরা মনে করেন, খেলাধুলার সাথে রাজনীতি জড়ানো উচিত নয়। দুই দেশের ক্রিকেট বোর্ডের মধ্যে আলোচনা চলছে এবং সমাধানের পথ খোঁজা হচ্ছে। দর্শকদের মধ্যেও বিষয়টি নিয়ে নানা প্রতিক্রিয়া দেখা যাচ্ছে।: [986, 279, 1156, 432]
body-text: বেশ কিছু পরামর্শ দিয়ে সিপিডির নির্বাহী পরিচালক বলেন, রাজস্ব বাড়াতে নতুন পথ খুঁজতে হবে। কর্মসংস্থানের উৎসাহিত করতে হবে। প্রয়োজনীয় কর ছাড় বন্ধ করতে হবে। আরো অপ্রত্যক্ষ করের বাস্তবায়ন করতে হবে। ব্যাংক খাতে আর্থিক স্বাস্থ্য ফিরিয়ে আনতে হবে এবং রাজস্ব বাড়াতে সবচেয়ে বেশি গুরুত্ব দিতে হবে।: [16, 629, 417, 696]
article-columns: [16, 1953, 417, 2354]
body-text: আমাদের পঞ্চগড় জেলা প্রতিনিধি জানান, কনকনে শীত, হিমেল বাতাস আর ঘন কুয়াশায় জনজীবন বিপর্যস্ত হয়ে পড়েছে। খেটে খাওয়া মানুষ সবচেয়ে বেশি কষ্টে আছেন।: [16, 1954, 417, 2353]
body-text: ক্রিকেট সম্পর্ক নিয়ে দুই দেশের মধ্যে নতুন উত্তেজনা দেখা দিয়েছে। বিশ্লেষকরা মনে করেন, খেলাধুলার সাথে রাজনীতি জড়ানো উচিত নয়। দুই দেশের ক্রিকেট বোর্ডের মধ্যে আলোচনা চলছে এবং সমাধানের পথ খোঁজা হচ্ছে। দর্শকদের মধ্যেও বিষয়টি নিয়ে নানা প্রতিক্রিয়া দেখা যাচ্ছে।: [986, 434, 1156, 587]
body-text: বাংলাদেশে নবনিযুক্ত রাষ্ট্রদূত তার পরিচয়পত্র পেশ করেছেন। তিনি দুই দেশের সম্পর্ক আরো দৃঢ় করার প্রত্যয় ব্যক্ত করেন এবং বাণিজ্য, বিনিয়োগ ও জনগণের মধ্যে যোগাযোগ বাড়ানোর ওপর গুরুত্ব দেন।: [433, 761, 788, 810]
body-text: বক্তারা বলেন, মরহুম পীর সাহেব দ্বীনি শিক্ষা বিস্তারে গুরুত্বপূর্ণ ভূমিকা রেখেছেন। তার প্রতিষ্ঠিত প্রতিষ্ঠানগুলো আজও মানুষের সেবায় কাজ করে যাচ্ছে। মাহফিলে দেশের বিভিন্ন অঞ্চল থেকে আগত মুসল্লিরা অংশ নেন এবং দোয়া মোনাজাত অনুষ্ঠিত হয়।: [805, 1740, 1156, 1807]
headline[interactable]: লেভেল প্লেয়িং ফিল্ড নিয়ে: [805, 1822, 1156, 1859]
highlight-item: [33, 481, 257, 517]
subhead: হামিদুর রহমান আযাদের প্রার্থিতা বৈধ: [1172, 304, 1364, 320]
highlight-text: এডিপি বাস্তবায়ন ১০ বছরের মধ্যে সর্বনিম্ন: [53, 394, 241, 428]
body-text: ফাহমিদা খাতুন বলেন, খাদ্যের দাম কেন কমছে না তা গভীরভাবে দেখা দরকার। চালের উৎপাদন ভালো হলেও বাজারে দাম কমছে না। ডিসেম্বরে চালের মূল্যস্ফীতি দাঁড়িয়েছে শতকরা হিসাবে উচ্চ। সরবরাহ ব্যবস্থায় সমস্যা এবং বাজার ব্যবস্থাপনায় দুর্বলতা রয়েছে।: [278, 246, 417, 433]
body-text: পাবনা-১ ও পাবনা-২ আসনের সীমানা নির্ধারণ নিয়ে উচ্চ আদালতে রিট দায়ের করা হয়েছিল। আদালতের আদেশের পরিপ্রেক্ষিতে নির্বাচন কমিশন এ দুই আসনের ভোট স্থগিত করেছে। প্রার্থীরা বলছেন, দ্রুত সিদ্ধান্ত না হলে ভোটাররা বঞ্চিত হবেন। কমিশন জানিয়েছে, আইনি প্রক্রিয়া শেষে নতুন তফসিল ঘোষণা করা হবে।: [1172, 1960, 1524, 2044]
article-india-bangladesh: [805, 83, 1156, 1309]
article-pir: [805, 1315, 1156, 1814]
column-separator: [1164, 82, 1165, 2390]
bullet-icon: ■: [33, 482, 47, 498]
kicker: ১ম পৃষ্ঠার পর: [433, 126, 498, 141]
body-text: শৈত্যপ্রবাহ বয়ে যাচ্ছে এবং কোথাও কোথাও তা অব্যাহত থাকতে পারে। দেশের সর্বনিম্ন তাপমাত্রা রেকর্ড করা হয়েছে তেঁতুলিয়ায়। আবহাওয়া অফিস জানিয়েছে, উত্তরাঞ্চলে শীতের তীব্রতা বাড়তে পারে। রাতের তাপমাত্রা আরো কমতে পারে এবং ঘন কুয়াশা থাকতে পারে।: [222, 2108, 417, 2244]
body-text: গণভোটে 'হ্যাঁ' ভোট আদায়ে বিভিন্ন সংগঠন মাঠে নেমেছে। তারা বলছেন, সংস্কার প্রস্তাব বাস্তবায়নের জন্য জনগণের সমর্থন প্রয়োজন। সারা দেশে সচেতনতামূলক প্রচারণা চালানো হচ্ছে।: [1172, 1434, 1524, 1484]
body-text: শৈত্যপ্রবাহ বয়ে যাচ্ছে এবং কোথাও কোথাও তা অব্যাহত থাকতে পারে। দেশের সর্বনিম্ন তাপমাত্রা রেকর্ড করা হয়েছে তেঁতুলিয়ায়। আবহাওয়া অফিস জানিয়েছে, উত্তরাঞ্চলে শীতের তীব্রতা বাড়তে পারে। রাতের তাপমাত্রা আরো: [222, 1802, 417, 1904]
body-text: ফাহমিদা খাতুন বলেন, খাদ্যের দাম কেন কমছে না তা গভীরভাবে দেখা দরকার। চালের উৎপাদন ভালো হলেও বাজারে দাম কমছে না। ডিসেম্বরে চালের মূল্যস্ফীতি দাঁড়িয়েছে শতকরা হিসাবে উচ্চ। সরবরাহ ব্যবস্থায় সমস্যা এবং বাজার ব্যবস্থাপনায় দুর্বলতা রয়েছে।: [16, 698, 417, 765]
body-text: নির্বাচন কমিশন আজ আইনশৃঙ্খলা বাহিনীর প্রধানদের সাথে বৈঠকে বসবে। নির্বাচনের নিরাপত্তা পরিকল্পনা নিয়ে আলোচনা হবে।: [1172, 703, 1524, 736]
body-text: গত এক দশকে ক্যাপাসিটি চার্জ বাবদ হাজার হাজার কোটি টাকা পরিশোধ করা হয়েছে। এতে বিদ্যুতের উৎপাদন খরচ বেড়েছে এবং ভর্তুকির চাপ বাড়ছে।: [433, 1638, 605, 1722]
body-text: রাজনৈতিক দলগুলো সমান সুযোগের দাবি জানিয়েছে। তারা বলছেন, প্রশাসন ও আইনশৃঙ্খলা বাহিনীকে নিরপেক্ষ থাকতে হবে। নির্বাচন কমিশন জানিয়েছে, সব দলের জন্য সমান সুযোগ নিশ্চিত করা হবে এবং আচরণবিধি লঙ্ঘন করলে ব্যবস্থা নেয়া হবে।: [805, 2232, 1156, 2299]
body-text: শুনানি শেষে কমিশন তাসনিম জারার প্রার্থিতা বৈধ ঘোষণা করে। স্থগিত থাকা আরো কয়েকজন প্রার্থী পুনর্বিবেচনার আবেদন জানিয়েছেন।: [1172, 738, 1524, 770]
headline[interactable]: সরকারি চাকুরেদের নতুন পে-স্কেল: [52, 83, 381, 111]
headline[interactable]: কুইক রেন্টালের ছায়া চুক্তি: [433, 1078, 788, 1117]
body-text: ক্রিকেট সম্পর্ক নিয়ে দুই দেশের মধ্যে নতুন উত্তেজনা দেখা দিয়েছে। বিশ্লেষকরা মনে করেন, খেলাধুলার সাথে রাজনীতি জড়ানো উচিত নয়। দুই দেশের ক্রিকেট বোর্ডের মধ্যে আলোচনা চলছে এবং সমাধানের পথ খোঁজা হচ্ছে। দর্শকদের মধ্যেও বিষয়টি নিয়ে নানা প্রতিক্রিয়া দেখা যাচ্ছে।: [805, 612, 975, 765]
article-body-wrap: [1172, 118, 1524, 772]
body-text: তেলভিত্তিক কেন্দ্রগুলো সবচেয়ে ব্যয়বহুল। জ্বালানি তেলের দাম বাড়লে উৎপাদন খরচ আরো বেড়ে যায়, যা শেষ পর্যন্ত ভোক্তার ওপর চাপ তৈরি করে।: [616, 1477, 788, 1561]
kicker: ১ম পৃষ্ঠার পর: [16, 126, 82, 141]
